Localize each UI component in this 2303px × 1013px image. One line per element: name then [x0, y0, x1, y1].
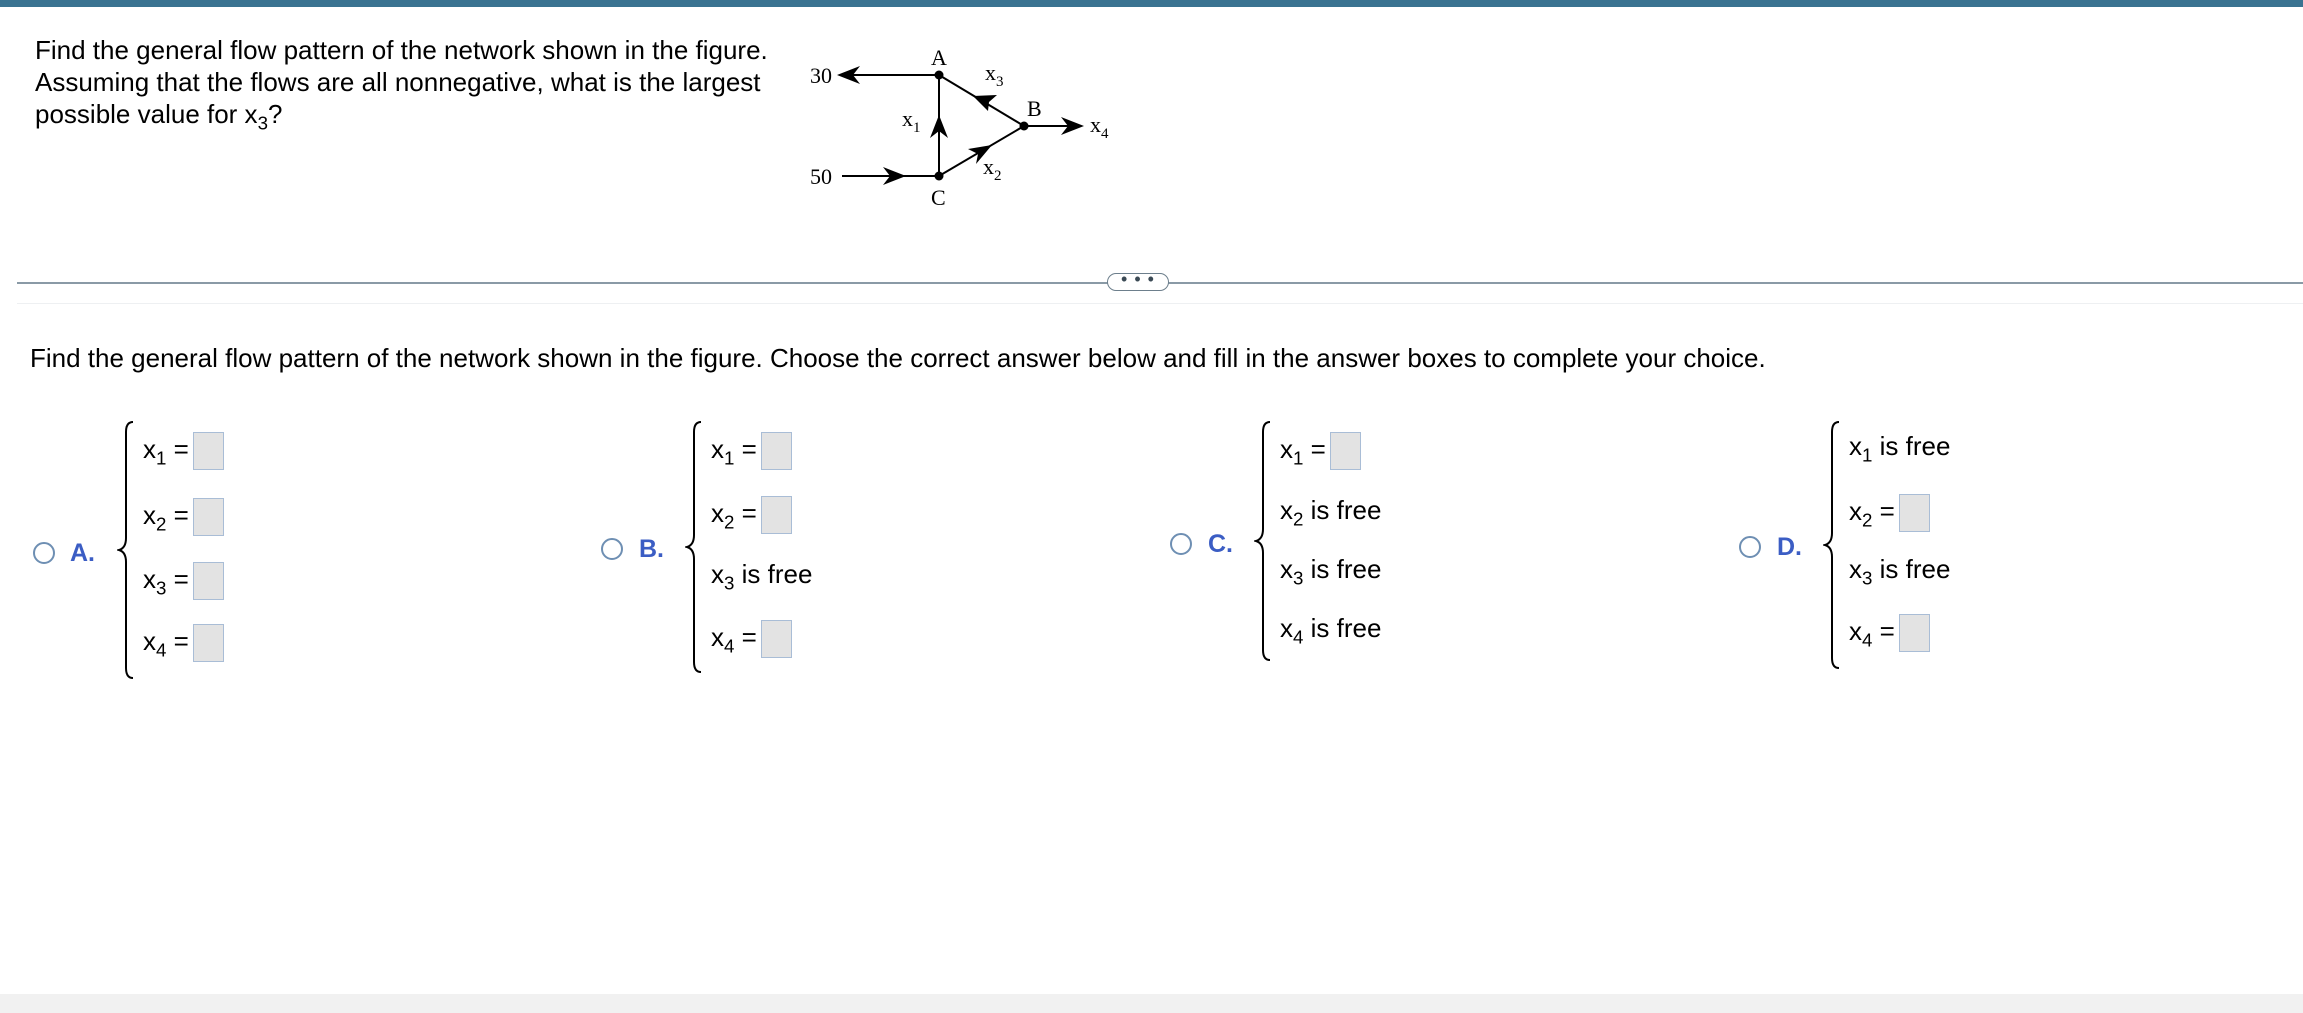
var-sub: 1 — [724, 447, 735, 469]
footer-bar — [0, 994, 2303, 1013]
equals-sign: = — [1879, 495, 1895, 526]
option-a-x4-answer-box[interactable] — [193, 624, 224, 662]
option-c-x1-row — [1280, 432, 1361, 470]
question-mark: ? — [267, 99, 283, 129]
free-label: is free — [1879, 554, 1951, 584]
option-d-x2-row — [1849, 494, 1930, 532]
option-c-radio[interactable] — [1170, 533, 1192, 555]
node-c-dot — [935, 172, 944, 181]
var-x: x — [1849, 615, 1862, 646]
var-sub: 2 — [724, 511, 735, 533]
equals-sign: = — [1310, 433, 1326, 464]
var-x: x — [711, 621, 724, 652]
option-c-letter: C. — [1208, 530, 1233, 558]
option-c-brace — [1254, 420, 1276, 662]
equals-sign: = — [173, 625, 189, 656]
label-x1: $x_1$ — [902, 106, 921, 136]
free-label: is free — [1310, 613, 1382, 643]
var-sub: 1 — [1293, 447, 1304, 469]
option-a-radio[interactable] — [33, 542, 55, 564]
network-diagram — [790, 35, 1130, 215]
free-label: is free — [1879, 431, 1951, 461]
option-a-letter: A. — [70, 539, 95, 567]
equals-sign: = — [173, 499, 189, 530]
var-sub: 4 — [724, 635, 735, 657]
question-var: possible value for x — [35, 99, 258, 129]
var-x: x — [1849, 431, 1862, 461]
var-x: x — [143, 433, 156, 464]
label-node-c: C — [931, 185, 946, 210]
top-accent-bar — [0, 0, 2303, 7]
var-x: x — [143, 499, 156, 530]
var-x: x — [143, 563, 156, 594]
option-b-x1-row — [711, 432, 792, 470]
option-b-x3-row — [711, 559, 813, 594]
label-node-a: A — [931, 45, 947, 70]
option-c-x2-row — [1280, 495, 1382, 530]
option-b-x4-answer-box[interactable] — [761, 620, 792, 658]
option-b-x4-row — [711, 620, 792, 658]
option-d-radio[interactable] — [1739, 536, 1761, 558]
label-50: 50 — [810, 164, 832, 189]
var-sub: 3 — [156, 577, 167, 599]
var-x: x — [1280, 433, 1293, 464]
equals-sign: = — [741, 433, 757, 464]
var-x: x — [711, 433, 724, 464]
option-a-x2-row — [143, 498, 224, 536]
var-sub: 1 — [156, 447, 167, 469]
label-x3: $x_3$ — [985, 60, 1004, 90]
var-x: x — [711, 497, 724, 528]
question-var-sub: 3 — [257, 112, 268, 134]
question-line-1: Find the general flow pattern of the network shown in the figure. — [35, 35, 768, 65]
option-b-letter: B. — [639, 535, 664, 563]
var-sub: 4 — [1862, 629, 1873, 651]
option-b-x2-row — [711, 496, 792, 534]
var-x: x — [1280, 495, 1293, 525]
node-a-dot — [935, 71, 944, 80]
option-c-x4-row — [1280, 613, 1382, 648]
var-sub: 2 — [1862, 509, 1873, 531]
question-text — [35, 34, 785, 134]
expand-button[interactable]: • • • — [1107, 273, 1169, 291]
var-x: x — [711, 559, 724, 589]
option-a-x1-row — [143, 432, 224, 470]
option-d-letter: D. — [1777, 533, 1802, 561]
option-b-brace — [685, 420, 707, 674]
var-sub: 1 — [1862, 444, 1873, 466]
free-label: is free — [1310, 495, 1382, 525]
label-x4: $x_4$ — [1090, 112, 1109, 142]
free-label: is free — [741, 559, 813, 589]
var-x: x — [1280, 554, 1293, 584]
var-sub: 3 — [1293, 567, 1304, 589]
option-b-x1-answer-box[interactable] — [761, 432, 792, 470]
option-a-brace — [117, 420, 139, 680]
option-a-x3-answer-box[interactable] — [193, 562, 224, 600]
label-node-b: B — [1027, 96, 1042, 121]
var-sub: 3 — [1862, 567, 1873, 589]
var-sub: 4 — [1293, 626, 1304, 648]
var-sub: 2 — [1293, 508, 1304, 530]
option-d-x2-answer-box[interactable] — [1899, 494, 1930, 532]
instruction-text: Find the general flow pattern of the network shown in the figure. Choose the correct answer below and fill in the answer boxes to complete your choice. — [30, 343, 1766, 373]
equals-sign: = — [173, 563, 189, 594]
var-x: x — [1849, 554, 1862, 584]
option-a-x2-answer-box[interactable] — [193, 498, 224, 536]
option-b-x2-answer-box[interactable] — [761, 496, 792, 534]
option-d-x3-row — [1849, 554, 1951, 589]
option-d-x1-row — [1849, 431, 1951, 466]
option-c-x3-row — [1280, 554, 1382, 589]
section-divider-shadow — [17, 303, 2303, 304]
var-sub: 3 — [724, 572, 735, 594]
option-d-x4-answer-box[interactable] — [1899, 614, 1930, 652]
var-x: x — [1849, 495, 1862, 526]
var-x: x — [143, 625, 156, 656]
question-line-3 — [35, 98, 785, 134]
var-sub: 2 — [156, 513, 167, 535]
equals-sign: = — [1879, 615, 1895, 646]
equals-sign: = — [741, 621, 757, 652]
node-b-dot — [1020, 122, 1029, 131]
question-line-2: Assuming that the flows are all nonnegative, what is the largest — [35, 67, 761, 97]
label-30: 30 — [810, 63, 832, 88]
option-a-x4-row — [143, 624, 224, 662]
var-x: x — [1280, 613, 1293, 643]
option-c-x1-answer-box[interactable] — [1330, 432, 1361, 470]
option-b-radio[interactable] — [601, 538, 623, 560]
option-d-x4-row — [1849, 614, 1930, 652]
equals-sign: = — [741, 497, 757, 528]
option-a-x1-answer-box[interactable] — [193, 432, 224, 470]
free-label: is free — [1310, 554, 1382, 584]
var-sub: 4 — [156, 639, 167, 661]
option-a-x3-row — [143, 562, 224, 600]
equals-sign: = — [173, 433, 189, 464]
label-x2: $x_2$ — [983, 154, 1002, 184]
option-d-brace — [1823, 420, 1845, 670]
